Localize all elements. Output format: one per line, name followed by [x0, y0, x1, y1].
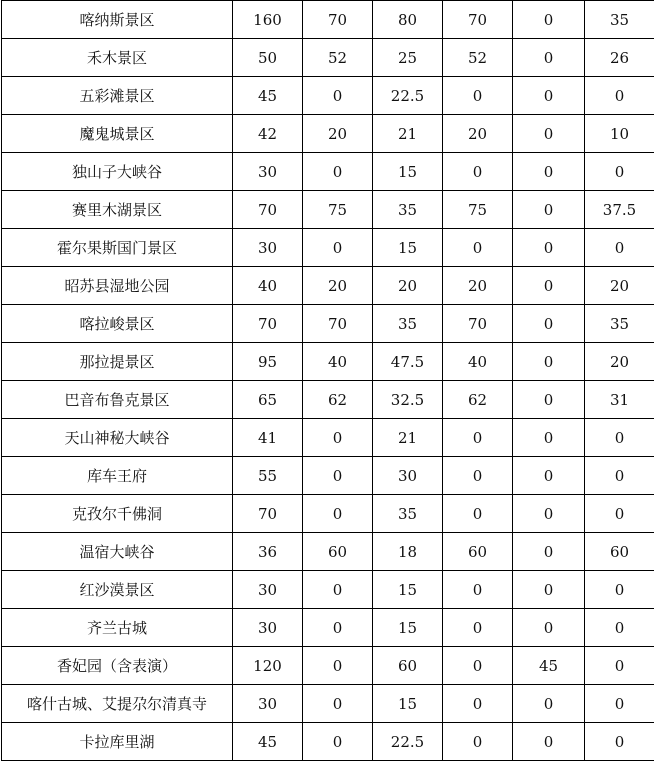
value-cell: 45 [233, 77, 303, 115]
value-cell: 20 [303, 267, 373, 305]
value-cell: 22.5 [373, 723, 443, 761]
value-cell: 0 [513, 571, 585, 609]
value-cell: 15 [373, 229, 443, 267]
value-cell: 0 [303, 77, 373, 115]
value-cell: 35 [373, 305, 443, 343]
value-cell: 70 [443, 1, 513, 39]
price-table-body [2, 1, 654, 761]
value-cell: 0 [513, 1, 585, 39]
value-cell: 50 [233, 39, 303, 77]
scenic-spot-name: 库车王府 [2, 457, 233, 495]
value-cell: 45 [513, 647, 585, 685]
scenic-spot-name: 五彩滩景区 [2, 77, 233, 115]
scenic-spot-name: 禾木景区 [2, 39, 233, 77]
value-cell: 0 [585, 77, 654, 115]
value-cell: 42 [233, 115, 303, 153]
value-cell: 55 [233, 457, 303, 495]
value-cell: 120 [233, 647, 303, 685]
value-cell: 35 [373, 191, 443, 229]
value-cell: 0 [513, 153, 585, 191]
value-cell: 62 [303, 381, 373, 419]
value-cell: 0 [585, 153, 654, 191]
value-cell: 62 [443, 381, 513, 419]
value-cell: 0 [303, 457, 373, 495]
value-cell: 40 [303, 343, 373, 381]
value-cell: 0 [513, 419, 585, 457]
value-cell: 0 [585, 685, 654, 723]
table-row [2, 153, 654, 191]
table-row [2, 343, 654, 381]
value-cell: 0 [303, 647, 373, 685]
value-cell: 30 [233, 685, 303, 723]
value-cell: 0 [443, 229, 513, 267]
value-cell: 160 [233, 1, 303, 39]
table-row [2, 77, 654, 115]
scenic-spot-name: 喀拉峻景区 [2, 305, 233, 343]
value-cell: 47.5 [373, 343, 443, 381]
value-cell: 0 [513, 115, 585, 153]
table-row [2, 609, 654, 647]
value-cell: 21 [373, 419, 443, 457]
value-cell: 0 [443, 609, 513, 647]
scenic-spot-name: 温宿大峡谷 [2, 533, 233, 571]
value-cell: 60 [443, 533, 513, 571]
value-cell: 15 [373, 609, 443, 647]
table-row [2, 39, 654, 77]
value-cell: 31 [585, 381, 654, 419]
value-cell: 0 [513, 39, 585, 77]
price-table [1, 0, 654, 761]
value-cell: 10 [585, 115, 654, 153]
value-cell: 36 [233, 533, 303, 571]
scenic-spot-name: 喀纳斯景区 [2, 1, 233, 39]
value-cell: 80 [373, 1, 443, 39]
value-cell: 60 [373, 647, 443, 685]
value-cell: 20 [443, 115, 513, 153]
value-cell: 70 [443, 305, 513, 343]
value-cell: 0 [303, 229, 373, 267]
value-cell: 30 [233, 571, 303, 609]
scenic-spot-name: 魔鬼城景区 [2, 115, 233, 153]
value-cell: 0 [443, 153, 513, 191]
scenic-spot-name: 喀什古城、艾提尕尔清真寺 [2, 685, 233, 723]
value-cell: 0 [303, 609, 373, 647]
value-cell: 0 [585, 419, 654, 457]
value-cell: 0 [585, 457, 654, 495]
value-cell: 0 [303, 419, 373, 457]
value-cell: 0 [513, 305, 585, 343]
table-row [2, 229, 654, 267]
table-row [2, 381, 654, 419]
scenic-spot-name: 巴音布鲁克景区 [2, 381, 233, 419]
value-cell: 0 [443, 495, 513, 533]
table-row [2, 1, 654, 39]
value-cell: 0 [513, 229, 585, 267]
value-cell: 0 [513, 533, 585, 571]
value-cell: 60 [303, 533, 373, 571]
value-cell: 0 [585, 647, 654, 685]
value-cell: 20 [585, 267, 654, 305]
value-cell: 0 [443, 685, 513, 723]
value-cell: 0 [303, 723, 373, 761]
value-cell: 22.5 [373, 77, 443, 115]
value-cell: 0 [443, 419, 513, 457]
value-cell: 45 [233, 723, 303, 761]
value-cell: 20 [443, 267, 513, 305]
value-cell: 75 [443, 191, 513, 229]
value-cell: 0 [303, 153, 373, 191]
value-cell: 70 [233, 495, 303, 533]
value-cell: 30 [233, 153, 303, 191]
value-cell: 0 [303, 685, 373, 723]
value-cell: 95 [233, 343, 303, 381]
value-cell: 0 [585, 571, 654, 609]
value-cell: 18 [373, 533, 443, 571]
value-cell: 40 [233, 267, 303, 305]
value-cell: 0 [585, 723, 654, 761]
value-cell: 0 [443, 457, 513, 495]
value-cell: 0 [513, 267, 585, 305]
value-cell: 70 [233, 191, 303, 229]
value-cell: 30 [373, 457, 443, 495]
value-cell: 0 [513, 495, 585, 533]
scenic-spot-name: 克孜尔千佛洞 [2, 495, 233, 533]
table-row [2, 533, 654, 571]
value-cell: 35 [585, 1, 654, 39]
scenic-spot-name: 赛里木湖景区 [2, 191, 233, 229]
scenic-spot-name: 独山子大峡谷 [2, 153, 233, 191]
value-cell: 0 [443, 77, 513, 115]
value-cell: 20 [585, 343, 654, 381]
value-cell: 26 [585, 39, 654, 77]
value-cell: 0 [303, 571, 373, 609]
value-cell: 70 [233, 305, 303, 343]
value-cell: 70 [303, 1, 373, 39]
value-cell: 0 [513, 77, 585, 115]
scenic-spot-name: 红沙漠景区 [2, 571, 233, 609]
value-cell: 0 [443, 647, 513, 685]
value-cell: 35 [585, 305, 654, 343]
value-cell: 15 [373, 153, 443, 191]
table-row [2, 115, 654, 153]
table-row [2, 267, 654, 305]
table-row [2, 685, 654, 723]
value-cell: 30 [233, 609, 303, 647]
value-cell: 0 [513, 191, 585, 229]
value-cell: 60 [585, 533, 654, 571]
value-cell: 15 [373, 685, 443, 723]
value-cell: 41 [233, 419, 303, 457]
value-cell: 0 [513, 457, 585, 495]
value-cell: 0 [585, 609, 654, 647]
value-cell: 20 [303, 115, 373, 153]
value-cell: 70 [303, 305, 373, 343]
value-cell: 75 [303, 191, 373, 229]
scenic-spot-name: 齐兰古城 [2, 609, 233, 647]
value-cell: 0 [585, 229, 654, 267]
value-cell: 25 [373, 39, 443, 77]
value-cell: 32.5 [373, 381, 443, 419]
table-row [2, 495, 654, 533]
table-row [2, 419, 654, 457]
table-row [2, 647, 654, 685]
table-row [2, 723, 654, 761]
value-cell: 0 [513, 381, 585, 419]
value-cell: 0 [513, 609, 585, 647]
value-cell: 65 [233, 381, 303, 419]
value-cell: 52 [303, 39, 373, 77]
value-cell: 0 [443, 723, 513, 761]
scenic-spot-name: 那拉提景区 [2, 343, 233, 381]
table-row [2, 305, 654, 343]
value-cell: 30 [233, 229, 303, 267]
value-cell: 35 [373, 495, 443, 533]
value-cell: 0 [585, 495, 654, 533]
scenic-spot-name: 香妃园（含表演） [2, 647, 233, 685]
value-cell: 21 [373, 115, 443, 153]
value-cell: 37.5 [585, 191, 654, 229]
scenic-spot-name: 昭苏县湿地公园 [2, 267, 233, 305]
value-cell: 0 [303, 495, 373, 533]
table-row [2, 571, 654, 609]
value-cell: 0 [513, 685, 585, 723]
value-cell: 20 [373, 267, 443, 305]
table-row [2, 457, 654, 495]
value-cell: 0 [513, 343, 585, 381]
value-cell: 40 [443, 343, 513, 381]
value-cell: 0 [513, 723, 585, 761]
value-cell: 15 [373, 571, 443, 609]
table-row [2, 191, 654, 229]
value-cell: 0 [443, 571, 513, 609]
value-cell: 52 [443, 39, 513, 77]
scenic-spot-name: 天山神秘大峡谷 [2, 419, 233, 457]
scenic-spot-name: 卡拉库里湖 [2, 723, 233, 761]
scenic-spot-name: 霍尔果斯国门景区 [2, 229, 233, 267]
